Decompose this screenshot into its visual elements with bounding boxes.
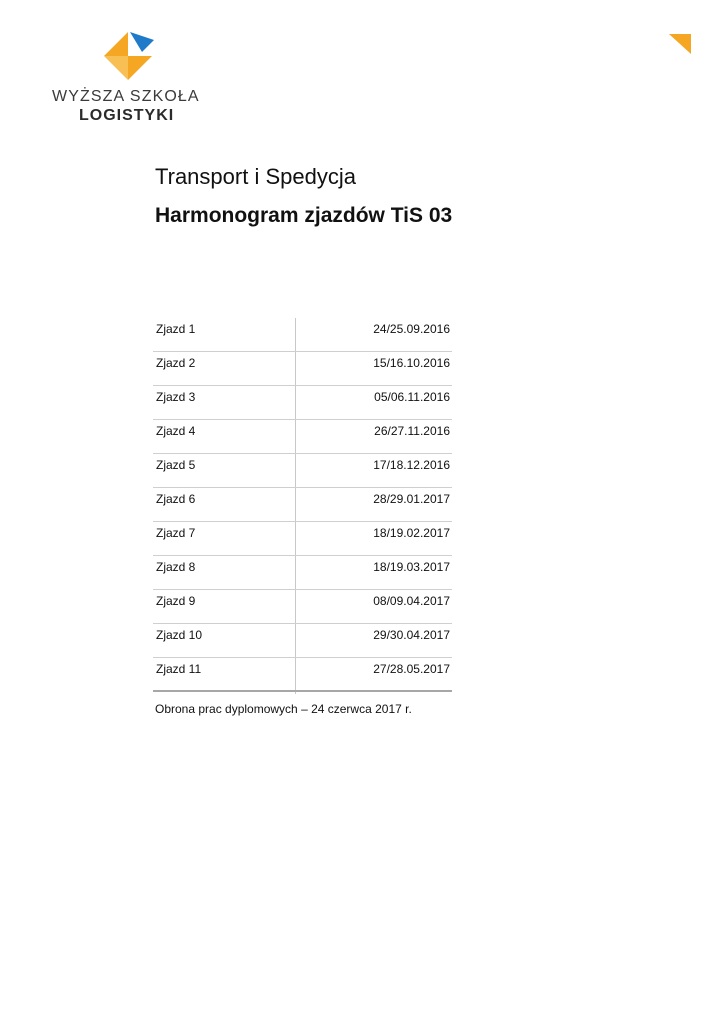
row-label: Zjazd 5 <box>156 458 196 472</box>
table-row <box>153 658 452 692</box>
schedule-table <box>153 318 452 692</box>
row-label: Zjazd 6 <box>156 492 196 506</box>
university-logo <box>52 32 212 127</box>
table-row <box>153 488 452 522</box>
row-label: Zjazd 2 <box>156 356 196 370</box>
row-label: Zjazd 3 <box>156 390 196 404</box>
row-date: 18/19.02.2017 <box>373 526 450 540</box>
thesis-defense-note: Obrona prac dyplomowych – 24 czerwca 2017 r. <box>155 702 412 716</box>
row-label: Zjazd 9 <box>156 594 196 608</box>
row-date: 27/28.05.2017 <box>373 662 450 676</box>
table-row <box>153 352 452 386</box>
row-date: 26/27.11.2016 <box>374 424 450 438</box>
table-row <box>153 556 452 590</box>
table-row <box>153 454 452 488</box>
table-row <box>153 420 452 454</box>
schedule-title: Harmonogram zjazdów TiS 03 <box>155 204 453 227</box>
row-date: 15/16.10.2016 <box>373 356 450 370</box>
row-label: Zjazd 8 <box>156 560 196 574</box>
table-row <box>153 386 452 420</box>
row-label: Zjazd 4 <box>156 424 196 438</box>
row-label: Zjazd 10 <box>156 628 203 642</box>
row-date: 08/09.04.2017 <box>373 594 450 608</box>
row-label: Zjazd 11 <box>156 662 202 676</box>
program-title: Transport i Spedycja <box>155 164 356 189</box>
table-row <box>153 624 452 658</box>
row-label: Zjazd 7 <box>156 526 196 540</box>
logo-mark-icon <box>102 32 154 80</box>
row-date: 18/19.03.2017 <box>373 560 450 574</box>
logo-text-line1: WYŻSZA SZKOŁA <box>52 88 200 105</box>
row-date: 05/06.11.2016 <box>374 390 450 404</box>
logo-text-line2: LOGISTYKI <box>79 107 175 124</box>
row-date: 17/18.12.2016 <box>373 458 450 472</box>
row-date: 29/30.04.2017 <box>373 628 450 642</box>
corner-triangle-icon <box>669 34 691 54</box>
row-label: Zjazd 1 <box>156 322 196 336</box>
table-row <box>153 522 452 556</box>
row-date: 28/29.01.2017 <box>373 492 450 506</box>
table-row <box>153 590 452 624</box>
row-date: 24/25.09.2016 <box>373 322 450 336</box>
table-row <box>153 318 452 352</box>
